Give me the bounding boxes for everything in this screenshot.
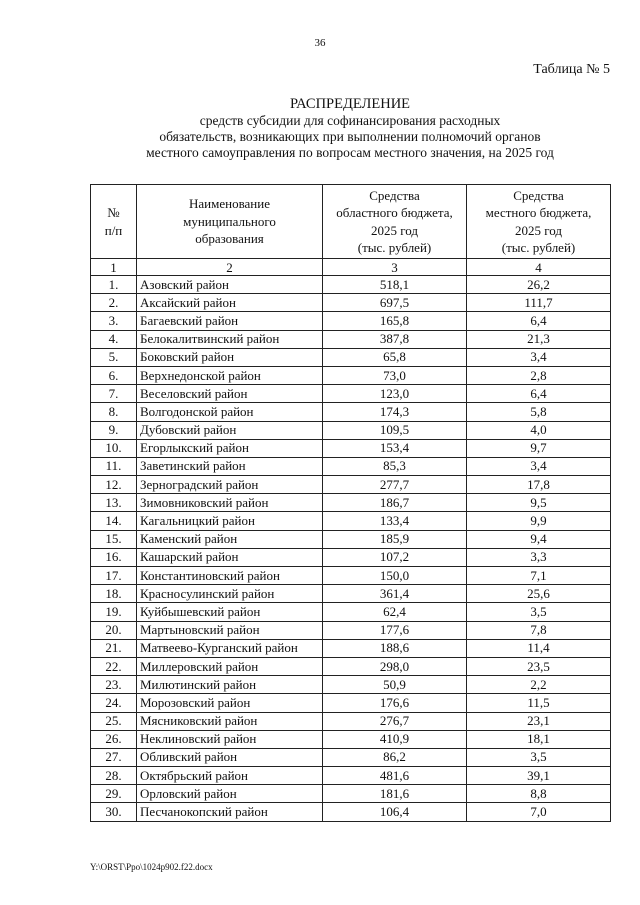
regional-budget-value: 107,2: [323, 548, 467, 566]
header-line: 2025 год: [371, 222, 418, 238]
row-number: 13.: [91, 494, 137, 512]
row-number: 16.: [91, 548, 137, 566]
local-budget-value: 23,1: [467, 712, 611, 730]
column-number-row: [91, 259, 611, 276]
row-number: 28.: [91, 767, 137, 785]
regional-budget-value: 518,1: [323, 276, 467, 294]
regional-budget-value: 176,6: [323, 694, 467, 712]
local-budget-value: 9,4: [467, 530, 611, 548]
heading-line: местного самоуправления по вопросам местного значения, на 2025 год: [146, 145, 554, 160]
header-number: [91, 185, 137, 259]
local-budget-value: 3,4: [467, 348, 611, 366]
local-budget-value: 3,5: [467, 603, 611, 621]
table-row: [91, 385, 611, 403]
row-number: 12.: [91, 476, 137, 494]
row-number: 29.: [91, 785, 137, 803]
table-row: [91, 657, 611, 675]
local-budget-value: 7,8: [467, 621, 611, 639]
table-row: [91, 639, 611, 657]
regional-budget-value: 133,4: [323, 512, 467, 530]
row-number: 30.: [91, 803, 137, 821]
file-path-footer: Y:\ORST\Ppo\1024p902.f22.docx: [90, 862, 213, 872]
local-budget-value: 6,4: [467, 385, 611, 403]
municipality-name: Волгодонской район: [137, 403, 323, 421]
regional-budget-value: 50,9: [323, 676, 467, 694]
header-line: муниципального: [183, 213, 276, 229]
row-number: 17.: [91, 567, 137, 585]
regional-budget-value: 481,6: [323, 767, 467, 785]
municipality-name: Дубовский район: [137, 421, 323, 439]
column-number: 4: [467, 259, 611, 276]
regional-budget-value: 186,7: [323, 494, 467, 512]
heading-title: РАСПРЕДЕЛЕНИЕ: [289, 96, 411, 112]
municipality-name: Веселовский район: [137, 385, 323, 403]
table-row: [91, 276, 611, 294]
municipality-name: Кашарский район: [137, 548, 323, 566]
local-budget-value: 11,4: [467, 639, 611, 657]
municipality-name: Матвеево-Курганский район: [137, 639, 323, 657]
local-budget-value: 11,5: [467, 694, 611, 712]
local-budget-value: 17,8: [467, 476, 611, 494]
local-budget-value: 2,2: [467, 676, 611, 694]
table-row: [91, 585, 611, 603]
row-number: 11.: [91, 457, 137, 475]
local-budget-value: 7,1: [467, 567, 611, 585]
municipality-name: Миллеровский район: [137, 657, 323, 675]
table-row: [91, 603, 611, 621]
municipality-name: Мясниковский район: [137, 712, 323, 730]
row-number: 21.: [91, 639, 137, 657]
table-row: [91, 676, 611, 694]
municipality-name: Каменский район: [137, 530, 323, 548]
municipality-name: Мартыновский район: [137, 621, 323, 639]
municipality-name: Неклиновский район: [137, 730, 323, 748]
header-line: (тыс. рублей): [501, 240, 576, 255]
table-row: [91, 439, 611, 457]
regional-budget-value: 298,0: [323, 657, 467, 675]
header-line: местного бюджета,: [485, 205, 592, 220]
row-number: 27.: [91, 748, 137, 766]
table-row: [91, 567, 611, 585]
header-municipality: [137, 185, 323, 259]
regional-budget-value: 109,5: [323, 421, 467, 439]
row-number: 8.: [91, 403, 137, 421]
table-row: [91, 457, 611, 475]
table-row: [91, 785, 611, 803]
local-budget-value: 26,2: [467, 276, 611, 294]
row-number: 24.: [91, 694, 137, 712]
municipality-name: Зерноградский район: [137, 476, 323, 494]
municipality-name: Куйбышевский район: [137, 603, 323, 621]
local-budget-value: 3,4: [467, 457, 611, 475]
municipality-name: Милютинский район: [137, 676, 323, 694]
header-line: Наименование: [189, 196, 270, 212]
municipality-name: Константиновский район: [137, 567, 323, 585]
table-row: [91, 348, 611, 366]
regional-budget-value: 153,4: [323, 439, 467, 457]
local-budget-value: 9,5: [467, 494, 611, 512]
local-budget-value: 5,8: [467, 403, 611, 421]
local-budget-value: 21,3: [467, 330, 611, 348]
header-regional-budget: [323, 185, 467, 259]
table-row: [91, 494, 611, 512]
regional-budget-value: 181,6: [323, 785, 467, 803]
row-number: 25.: [91, 712, 137, 730]
table-row: [91, 403, 611, 421]
table-row: [91, 803, 611, 821]
header-line: п/п: [104, 222, 123, 238]
heading-line: обязательств, возникающих при выполнении полномочий органов: [159, 129, 541, 144]
row-number: 9.: [91, 421, 137, 439]
table-row: [91, 476, 611, 494]
local-budget-value: 23,5: [467, 657, 611, 675]
regional-budget-value: 106,4: [323, 803, 467, 821]
header-line: №: [107, 205, 120, 220]
regional-budget-value: 86,2: [323, 748, 467, 766]
municipality-name: Песчанокопский район: [137, 803, 323, 821]
local-budget-value: 6,4: [467, 312, 611, 330]
local-budget-value: 2,8: [467, 366, 611, 384]
row-number: 6.: [91, 366, 137, 384]
local-budget-value: 3,5: [467, 748, 611, 766]
local-budget-value: 18,1: [467, 730, 611, 748]
column-number: 1: [91, 259, 137, 276]
table-row: [91, 421, 611, 439]
municipality-name: Верхнедонской район: [137, 366, 323, 384]
local-budget-value: 9,7: [467, 439, 611, 457]
regional-budget-value: 165,8: [323, 312, 467, 330]
row-number: 1.: [91, 276, 137, 294]
municipality-name: Аксайский район: [137, 294, 323, 312]
municipality-name: Кагальницкий район: [137, 512, 323, 530]
local-budget-value: 8,8: [467, 785, 611, 803]
regional-budget-value: 62,4: [323, 603, 467, 621]
row-number: 14.: [91, 512, 137, 530]
column-number: 2: [137, 259, 323, 276]
table-row: [91, 366, 611, 384]
table-row: [91, 312, 611, 330]
table-row: [91, 767, 611, 785]
local-budget-value: 39,1: [467, 767, 611, 785]
row-number: 19.: [91, 603, 137, 621]
column-number: 3: [323, 259, 467, 276]
row-number: 23.: [91, 676, 137, 694]
local-budget-value: 9,9: [467, 512, 611, 530]
regional-budget-value: 65,8: [323, 348, 467, 366]
municipality-name: Обливский район: [137, 748, 323, 766]
local-budget-value: 4,0: [467, 421, 611, 439]
regional-budget-value: 150,0: [323, 567, 467, 585]
heading-line: средств субсидии для софинансирования расходных: [199, 113, 501, 128]
local-budget-value: 3,3: [467, 548, 611, 566]
municipality-name: Белокалитвинский район: [137, 330, 323, 348]
row-number: 20.: [91, 621, 137, 639]
regional-budget-value: 697,5: [323, 294, 467, 312]
row-number: 26.: [91, 730, 137, 748]
municipality-name: Зимовниковский район: [137, 494, 323, 512]
municipality-name: Боковский район: [137, 348, 323, 366]
header-line: Средства: [369, 187, 420, 203]
local-budget-value: 25,6: [467, 585, 611, 603]
row-number: 22.: [91, 657, 137, 675]
header-line: образования: [195, 231, 264, 247]
regional-budget-value: 174,3: [323, 403, 467, 421]
local-budget-value: 111,7: [467, 294, 611, 312]
row-number: 18.: [91, 585, 137, 603]
municipality-name: Багаевский район: [137, 312, 323, 330]
regional-budget-value: 387,8: [323, 330, 467, 348]
regional-budget-value: 123,0: [323, 385, 467, 403]
row-number: 2.: [91, 294, 137, 312]
subsidy-distribution-table: [90, 184, 611, 822]
regional-budget-value: 85,3: [323, 457, 467, 475]
regional-budget-value: 361,4: [323, 585, 467, 603]
municipality-name: Морозовский район: [137, 694, 323, 712]
row-number: 4.: [91, 330, 137, 348]
regional-budget-value: 276,7: [323, 712, 467, 730]
regional-budget-value: 73,0: [323, 366, 467, 384]
header-line: (тыс. рублей): [357, 240, 432, 255]
local-budget-value: 7,0: [467, 803, 611, 821]
table-row: [91, 548, 611, 566]
table-row: [91, 694, 611, 712]
row-number: 10.: [91, 439, 137, 457]
municipality-name: Орловский район: [137, 785, 323, 803]
header-line: 2025 год: [515, 222, 562, 238]
table-row: [91, 330, 611, 348]
regional-budget-value: 185,9: [323, 530, 467, 548]
regional-budget-value: 410,9: [323, 730, 467, 748]
row-number: 15.: [91, 530, 137, 548]
row-number: 7.: [91, 385, 137, 403]
municipality-name: Егорлыкский район: [137, 439, 323, 457]
table-row: [91, 621, 611, 639]
document-heading: [30, 95, 640, 161]
table-body: [91, 276, 611, 822]
municipality-name: Азовский район: [137, 276, 323, 294]
table-header-row: [91, 185, 611, 259]
table-row: [91, 294, 611, 312]
table-row: [91, 512, 611, 530]
row-number: 3.: [91, 312, 137, 330]
table-label: Таблица № 5: [533, 62, 610, 77]
header-local-budget: [467, 185, 611, 259]
table-row: [91, 530, 611, 548]
header-line: областного бюджета,: [336, 205, 453, 220]
regional-budget-value: 277,7: [323, 476, 467, 494]
regional-budget-value: 188,6: [323, 639, 467, 657]
table-row: [91, 712, 611, 730]
header-line: Средства: [513, 187, 564, 203]
table-row: [91, 730, 611, 748]
row-number: 5.: [91, 348, 137, 366]
page-number: 36: [314, 37, 326, 49]
municipality-name: Октябрьский район: [137, 767, 323, 785]
table-row: [91, 748, 611, 766]
municipality-name: Заветинский район: [137, 457, 323, 475]
municipality-name: Красносулинский район: [137, 585, 323, 603]
regional-budget-value: 177,6: [323, 621, 467, 639]
